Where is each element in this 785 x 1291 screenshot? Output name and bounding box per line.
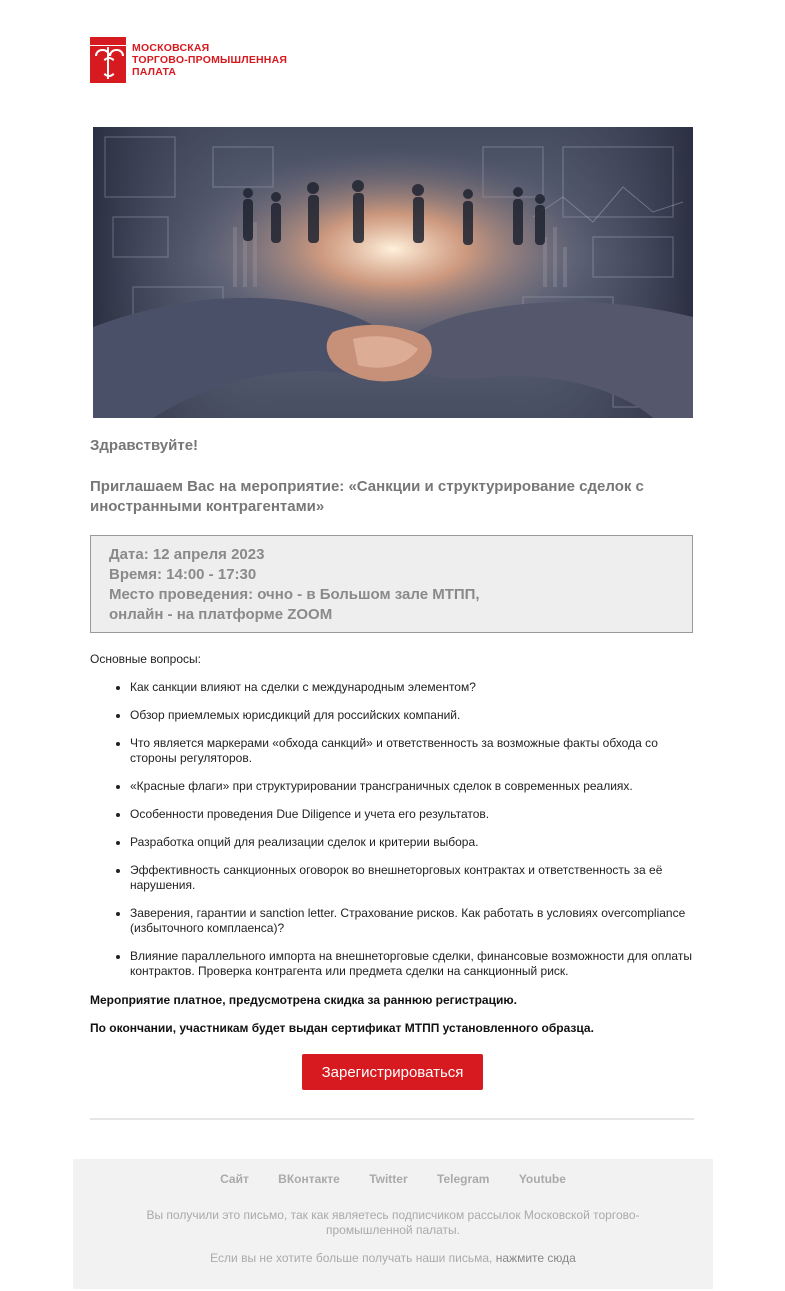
list-item: • Разработка опций для реализации сделок и критерии выбора.: [130, 835, 694, 850]
footer-links: [73, 1172, 713, 1186]
list-item: • Заверения, гарантии и sanction letter. Страхование рисков. Как работать в условиях overcompliance (избыточного комплаенса)?: [130, 906, 694, 936]
list-item: • Особенности проведения Due Diligence и учета его результатов.: [130, 807, 694, 822]
footer-link-youtube[interactable]: Youtube: [518, 1172, 566, 1186]
certificate-note: По окончании, участникам будет выдан сертификат МТПП установленного образца.: [90, 1021, 594, 1035]
footer: [73, 1159, 713, 1289]
list-item: • Что является маркерами «обхода санкций» и ответственность за возможные факты обхода со стороны регуляторов.: [130, 736, 694, 766]
unsubscribe-prefix: Если вы не хотите больше получать наши письма,: [210, 1251, 493, 1265]
list-item: • Обзор приемлемых юрисдикций для российских компаний.: [130, 708, 694, 723]
event-place-line-1: Место проведения: очно - в Большом зале МТПП,: [109, 586, 480, 603]
logo-line-3: ПАЛАТА: [132, 66, 177, 78]
event-date: Дата: 12 апреля 2023: [109, 546, 265, 563]
list-item: • «Красные флаги» при структурировании трансграничных сделок в современных реалиях.: [130, 779, 694, 794]
register-button[interactable]: Зарегистрироваться: [302, 1054, 483, 1090]
list-item: • Влияние параллельного импорта на внешнеторговые сделки, финансовые возможности для оплаты контрактов. Проверка контрагента или предмета сделки на санкционный риск.: [130, 949, 694, 979]
divider: [90, 1118, 694, 1120]
mtpp-logo[interactable]: [90, 36, 295, 84]
event-time: Время: 14:00 - 17:30: [109, 566, 257, 583]
event-invitation: Приглашаем Вас на мероприятие: «Санкции и структурирование сделок с иностранными контрагентами»: [90, 478, 644, 515]
unsubscribe-notice: [73, 1251, 713, 1265]
footer-link-twitter[interactable]: Twitter: [369, 1172, 408, 1186]
list-item: • Эффективность санкционных оговорок во внешнеторговых контрактах и ответственность за её нарушения.: [130, 863, 694, 893]
questions-list: [90, 680, 694, 992]
logo-wordmark: [132, 42, 287, 78]
logo-line-2: ТОРГОВО-ПРОМЫШЛЕННАЯ: [132, 54, 288, 66]
subscription-notice: Вы получили это письмо, так как являетесь подписчиком рассылок Московской торгово-промышленной палаты.: [146, 1208, 640, 1237]
footer-link-telegram[interactable]: Telegram: [437, 1172, 490, 1186]
logo-line-1: МОСКОВСКАЯ: [132, 42, 210, 54]
caduceus-emblem-icon: [90, 37, 126, 83]
list-item: • Как санкции влияют на сделки с международным элементом?: [130, 680, 694, 695]
hero-image-handshake: [93, 127, 693, 418]
paid-event-note: Мероприятие платное, предусмотрена скидка за раннюю регистрацию.: [90, 993, 517, 1007]
footer-link-vkontakte[interactable]: ВКонтакте: [278, 1172, 340, 1186]
questions-title: Основные вопросы:: [90, 652, 201, 666]
greeting-text: Здравствуйте!: [90, 437, 199, 454]
footer-link-site[interactable]: Сайт: [220, 1172, 249, 1186]
unsubscribe-link[interactable]: нажмите сюда: [495, 1251, 576, 1265]
event-details-box: [90, 535, 693, 633]
event-place-line-2: онлайн - на платформе ZOOM: [109, 606, 333, 623]
